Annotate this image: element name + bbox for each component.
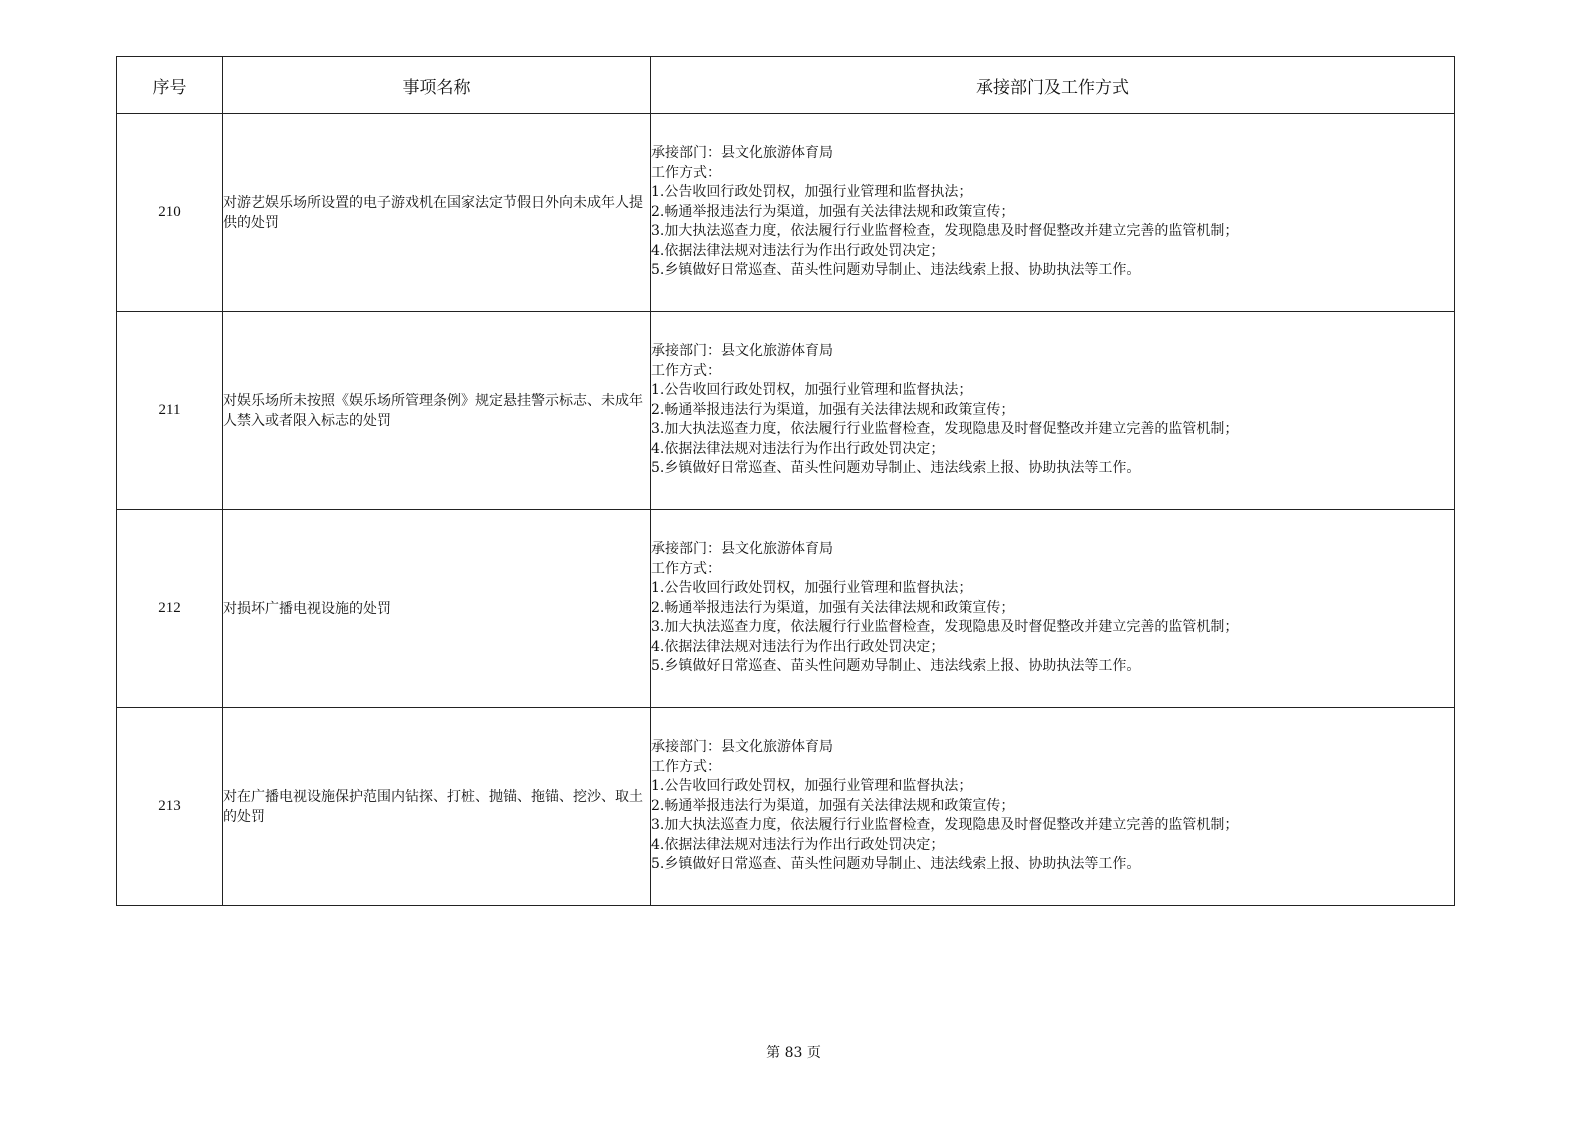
header-item-name: 事项名称 <box>223 57 651 114</box>
header-department-method: 承接部门及工作方式 <box>651 57 1455 114</box>
dept-line: 1.公告收回行政处罚权，加强行业管理和监督执法； <box>651 184 973 201</box>
dept-line: 3.加大执法巡查力度，依法履行行业监督检查，发现隐患及时督促整改并建立完善的监管机制； <box>651 223 1239 240</box>
dept-line: 2.畅通举报违法行为渠道，加强有关法律法规和政策宣传； <box>651 599 1015 616</box>
table-row <box>117 312 1455 510</box>
dept-line: 2.畅通举报违法行为渠道，加强有关法律法规和政策宣传； <box>651 203 1015 220</box>
dept-line: 4.依据法律法规对违法行为作出行政处罚决定； <box>651 440 945 457</box>
dept-line: 1.公告收回行政处罚权，加强行业管理和监督执法； <box>651 382 973 399</box>
dept-line: 工作方式： <box>651 362 721 379</box>
dept-line: 2.畅通举报违法行为渠道，加强有关法律法规和政策宣传； <box>651 401 1015 418</box>
dept-line: 5.乡镇做好日常巡查、苗头性问题劝导制止、违法线索上报、协助执法等工作。 <box>651 658 1141 675</box>
dept-line: 5.乡镇做好日常巡查、苗头性问题劝导制止、违法线索上报、协助执法等工作。 <box>651 262 1141 279</box>
dept-line: 工作方式： <box>651 560 721 577</box>
dept-line: 4.依据法律法规对违法行为作出行政处罚决定； <box>651 836 945 853</box>
dept-line: 3.加大执法巡查力度，依法履行行业监督检查，发现隐患及时督促整改并建立完善的监管机制； <box>651 817 1239 834</box>
row-item-name: 对娱乐场所未按照《娱乐场所管理条例》规定悬挂警示标志、未成年人禁入或者限入标志的处罚 <box>223 312 651 510</box>
table-row <box>117 708 1455 906</box>
dept-line: 1.公告收回行政处罚权，加强行业管理和监督执法； <box>651 778 973 795</box>
row-department-method <box>651 708 1455 906</box>
dept-line: 承接部门：县文化旅游体育局 <box>651 145 833 162</box>
table-row <box>117 510 1455 708</box>
row-department-method <box>651 114 1455 312</box>
table-row <box>117 114 1455 312</box>
dept-line: 5.乡镇做好日常巡查、苗头性问题劝导制止、违法线索上报、协助执法等工作。 <box>651 460 1141 477</box>
dept-line: 3.加大执法巡查力度，依法履行行业监督检查，发现隐患及时督促整改并建立完善的监管机制； <box>651 619 1239 636</box>
dept-line: 3.加大执法巡查力度，依法履行行业监督检查，发现隐患及时督促整改并建立完善的监管机制； <box>651 421 1239 438</box>
page-number: 第 83 页 <box>766 1045 821 1061</box>
dept-line: 工作方式： <box>651 758 721 775</box>
dept-line: 承接部门：县文化旅游体育局 <box>651 541 833 558</box>
table-body <box>117 114 1455 906</box>
row-index: 210 <box>117 114 223 312</box>
dept-line: 承接部门：县文化旅游体育局 <box>651 343 833 360</box>
dept-line: 承接部门：县文化旅游体育局 <box>651 739 833 756</box>
dept-line: 4.依据法律法规对违法行为作出行政处罚决定； <box>651 242 945 259</box>
row-index: 212 <box>117 510 223 708</box>
dept-line: 2.畅通举报违法行为渠道，加强有关法律法规和政策宣传； <box>651 797 1015 814</box>
row-item-name: 对损坏广播电视设施的处罚 <box>223 510 651 708</box>
row-item-name: 对在广播电视设施保护范围内钻探、打桩、抛锚、拖锚、挖沙、取土的处罚 <box>223 708 651 906</box>
table-header <box>117 57 1455 114</box>
header-row <box>117 57 1455 114</box>
dept-line: 工作方式： <box>651 164 721 181</box>
header-index: 序号 <box>117 57 223 114</box>
matters-table <box>116 56 1455 906</box>
row-item-name: 对游艺娱乐场所设置的电子游戏机在国家法定节假日外向未成年人提供的处罚 <box>223 114 651 312</box>
row-index: 213 <box>117 708 223 906</box>
row-department-method <box>651 510 1455 708</box>
row-department-method <box>651 312 1455 510</box>
dept-line: 5.乡镇做好日常巡查、苗头性问题劝导制止、违法线索上报、协助执法等工作。 <box>651 856 1141 873</box>
row-index: 211 <box>117 312 223 510</box>
dept-line: 4.依据法律法规对违法行为作出行政处罚决定； <box>651 638 945 655</box>
dept-line: 1.公告收回行政处罚权，加强行业管理和监督执法； <box>651 580 973 597</box>
